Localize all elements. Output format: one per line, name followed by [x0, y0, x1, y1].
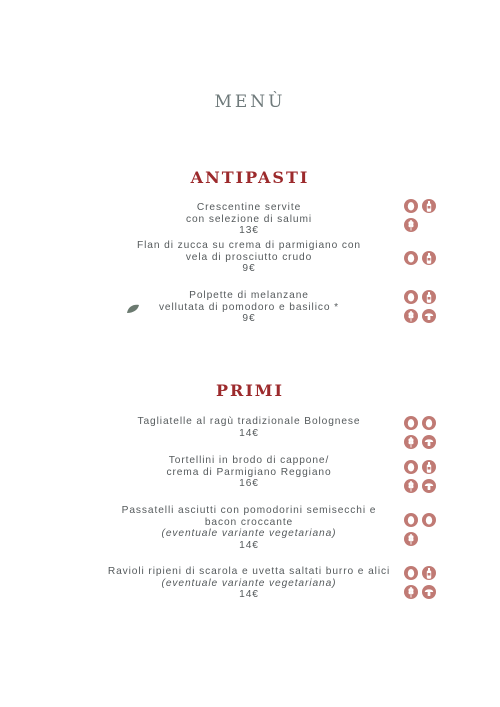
- allergen-icon-row: [404, 566, 444, 580]
- section-title-primi: PRIMI: [215, 381, 284, 400]
- item-price: 9€: [242, 313, 256, 325]
- allergen-icon-row: [404, 460, 444, 474]
- menu-item: [98, 202, 400, 237]
- item-price: 14€: [239, 589, 259, 601]
- egg-icon: [404, 566, 418, 580]
- item-line: Passatelli asciutti con pomodorini semisecchi e: [121, 505, 377, 516]
- egg-icon: [422, 416, 436, 430]
- item-price: 14€: [239, 539, 259, 551]
- allergen-icon-row: [404, 532, 444, 546]
- bottle-icon: [422, 290, 436, 304]
- bottle-icon: [422, 251, 436, 265]
- item-price: 13€: [239, 225, 259, 237]
- wheat-icon: [404, 218, 418, 232]
- bottle-icon: [422, 566, 436, 580]
- item-line: crema di Parmigiano Reggiano: [166, 466, 332, 478]
- allergen-icon-row: [404, 479, 444, 493]
- mushroom-icon: [422, 479, 436, 493]
- menu-item: [98, 290, 400, 325]
- menu-item: [90, 566, 408, 601]
- egg-icon: [404, 251, 418, 265]
- item-note: (eventuale variante vegetariana): [161, 528, 337, 540]
- allergen-icons: [404, 251, 444, 270]
- item-line: Crescentine servite: [196, 202, 302, 213]
- allergen-icons: [404, 566, 444, 604]
- allergen-icon-row: [404, 251, 444, 265]
- egg-icon: [404, 199, 418, 213]
- menu-item: [98, 240, 400, 275]
- item-line: Tagliatelle al ragù tradizionale Bolognese: [137, 416, 361, 427]
- wheat-icon: [404, 309, 418, 323]
- wheat-icon: [404, 585, 418, 599]
- item-price: 9€: [242, 263, 256, 275]
- item-line: Tortellini in brodo di cappone/: [168, 455, 330, 466]
- mushroom-icon: [422, 435, 436, 449]
- wheat-icon: [404, 532, 418, 546]
- egg-icon: [404, 416, 418, 430]
- egg-icon: [404, 513, 418, 527]
- allergen-icons: [404, 290, 444, 328]
- item-line: Flan di zucca su crema di parmigiano con: [137, 240, 361, 251]
- item-line: bacon croccante: [204, 516, 294, 528]
- item-line: vellutata di pomodoro e basilico *: [158, 301, 340, 313]
- item-line: Polpette di melanzane: [189, 290, 309, 301]
- section-title-antipasti: ANTIPASTI: [190, 168, 310, 187]
- allergen-icon-row: [404, 513, 444, 527]
- item-line: con selezione di salumi: [185, 213, 313, 225]
- menu-item: [98, 416, 400, 439]
- bottle-icon: [422, 199, 436, 213]
- allergen-icons: [404, 416, 444, 454]
- allergen-icon-row: [404, 585, 444, 599]
- allergen-icons: [404, 460, 444, 498]
- page-title: MENÙ: [214, 92, 286, 112]
- item-price: 14€: [239, 427, 259, 439]
- allergen-icon-row: [404, 435, 444, 449]
- allergen-icon-row: [404, 290, 444, 304]
- wheat-icon: [404, 479, 418, 493]
- item-line: vela di prosciutto crudo: [185, 251, 313, 263]
- item-price: 16€: [239, 478, 259, 490]
- egg-icon: [404, 290, 418, 304]
- allergen-icon-row: [404, 199, 444, 213]
- menu-item: [90, 505, 408, 551]
- allergen-icons: [404, 199, 444, 237]
- egg-icon: [404, 460, 418, 474]
- bottle-icon: [422, 460, 436, 474]
- item-note: (eventuale variante vegetariana): [161, 577, 337, 589]
- allergen-icons: [404, 513, 444, 551]
- item-line: Ravioli ripieni di scarola e uvetta saltati burro e alici: [107, 566, 391, 577]
- mushroom-icon: [422, 309, 436, 323]
- allergen-icon-row: [404, 218, 444, 232]
- menu-item: [98, 455, 400, 490]
- mushroom-icon: [422, 585, 436, 599]
- egg-icon: [422, 513, 436, 527]
- wheat-icon: [404, 435, 418, 449]
- allergen-icon-row: [404, 416, 444, 430]
- allergen-icon-row: [404, 309, 444, 323]
